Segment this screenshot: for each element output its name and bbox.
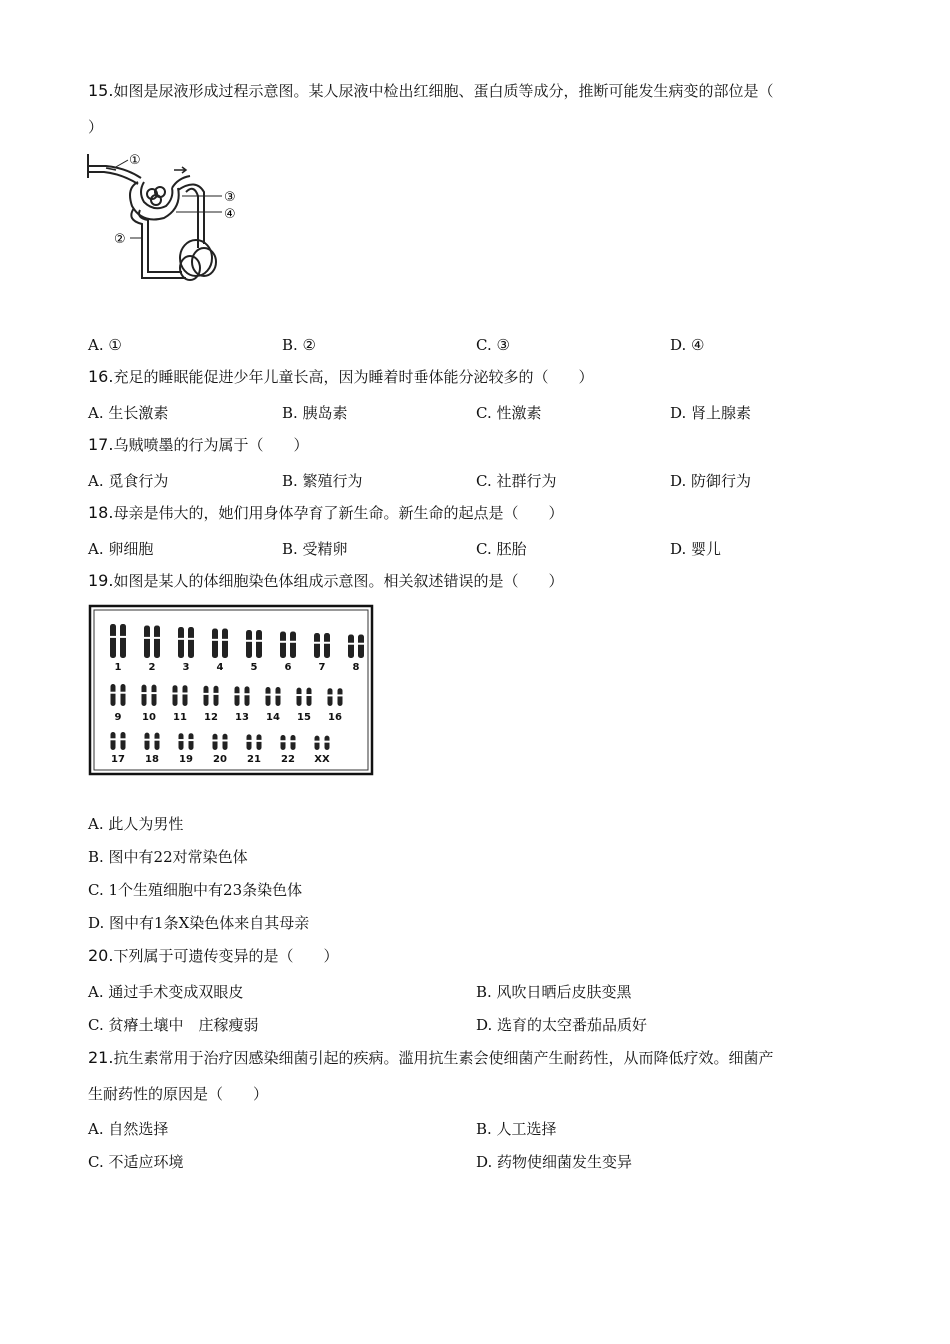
q19-option-d[interactable]: D. 图中有1条X染色体来自其母亲: [88, 914, 310, 932]
q15-option-d[interactable]: D. ④: [670, 336, 705, 354]
q16-stem: [88, 366, 593, 388]
q15-option-c[interactable]: C. ③: [476, 336, 510, 354]
q16-option-b[interactable]: B. 胰岛素: [282, 404, 348, 422]
q18-stem: [88, 502, 563, 524]
label-3: ③: [224, 190, 236, 205]
q21-number: 21.: [88, 1048, 114, 1067]
chromosome-label-3: 3: [182, 662, 190, 673]
q17-option-d[interactable]: D. 防御行为: [670, 472, 752, 490]
chromosome-label-22: 22: [281, 754, 295, 765]
chromosome-label-9: 9: [114, 712, 122, 723]
q15-number: 15.: [88, 81, 114, 100]
chromosome-label-20: 20: [213, 754, 227, 765]
q15-option-b[interactable]: B. ②: [282, 336, 317, 354]
q21-option-c[interactable]: C. 不适应环境: [88, 1153, 184, 1171]
chromosome-label-XX: XX: [314, 754, 330, 765]
q20-option-a[interactable]: A. 通过手术变成双眼皮: [88, 983, 244, 1001]
q18-option-d[interactable]: D. 婴儿: [670, 540, 722, 558]
q17-option-c[interactable]: C. 社群行为: [476, 472, 557, 490]
q19-number: 19.: [88, 571, 114, 590]
q19-option-a[interactable]: A. 此人为男性: [88, 815, 184, 833]
q18-number: 18.: [88, 503, 114, 522]
q18-option-c[interactable]: C. 胚胎: [476, 540, 527, 558]
chromosome-label-11: 11: [173, 712, 187, 723]
chromosome-label-17: 17: [111, 754, 125, 765]
q19-option-b[interactable]: B. 图中有22对常染色体: [88, 848, 248, 866]
chromosome-label-21: 21: [247, 754, 261, 765]
chromosome-label-14: 14: [266, 712, 280, 723]
q17-text: 乌贼喷墨的行为属于（ ）: [113, 436, 309, 454]
q16-text: 充足的睡眠能促进少年儿童长高，因为睡着时垂体能分泌较多的（ ）: [113, 368, 594, 386]
karyotype-diagram: [88, 604, 374, 776]
q15-stem: [88, 80, 773, 102]
q21-stem: [88, 1047, 773, 1069]
q15-option-a[interactable]: A. ①: [88, 336, 122, 354]
label-4: ④: [224, 207, 236, 222]
q17-option-a[interactable]: A. 觅食行为: [88, 472, 169, 490]
q19-option-c[interactable]: C. 1个生殖细胞中有23条染色体: [88, 881, 303, 899]
q20-stem: [88, 945, 338, 967]
q21-text: 抗生素常用于治疗因感染细菌引起的疾病。滥用抗生素会使细菌产生耐药性，从而降低疗效。细菌产: [113, 1049, 774, 1067]
q16-option-a[interactable]: A. 生长激素: [88, 404, 169, 422]
q21-option-a[interactable]: A. 自然选择: [88, 1120, 169, 1138]
q15-text: 如图是尿液形成过程示意图。某人尿液中检出红细胞、蛋白质等成分，推断可能发生病变的部位是（: [113, 82, 774, 100]
q16-option-c[interactable]: C. 性激素: [476, 404, 542, 422]
q20-option-b[interactable]: B. 风吹日晒后皮肤变黑: [476, 983, 632, 1001]
chromosome-label-7: 7: [318, 662, 326, 673]
chromosome-label-13: 13: [235, 712, 249, 723]
q17-stem: [88, 434, 308, 456]
nephron-diagram: [86, 148, 246, 293]
q20-text: 下列属于可遗传变异的是（ ）: [113, 947, 339, 965]
chromosome-label-8: 8: [352, 662, 360, 673]
chromosome-label-2: 2: [148, 662, 156, 673]
chromosome-label-18: 18: [145, 754, 159, 765]
q21-option-b[interactable]: B. 人工选择: [476, 1120, 557, 1138]
q16-option-d[interactable]: D. 肾上腺素: [670, 404, 752, 422]
q15-stem-continued: ）: [88, 118, 104, 136]
chromosome-label-6: 6: [284, 662, 292, 673]
chromosome-label-10: 10: [142, 712, 156, 723]
q17-option-b[interactable]: B. 繁殖行为: [282, 472, 363, 490]
label-1: ①: [129, 153, 141, 168]
q16-number: 16.: [88, 367, 114, 386]
label-2: ②: [114, 232, 126, 247]
q20-option-c[interactable]: C. 贫瘠土壤中 庄稼瘦弱: [88, 1016, 259, 1034]
chromosome-label-4: 4: [216, 662, 224, 673]
chromosome-label-5: 5: [250, 662, 258, 673]
chromosome-label-16: 16: [328, 712, 342, 723]
q18-text: 母亲是伟大的，她们用身体孕育了新生命。新生命的起点是（ ）: [113, 504, 564, 522]
q21-stem-continued: 生耐药性的原因是（ ）: [88, 1085, 269, 1103]
chromosome-label-19: 19: [179, 754, 193, 765]
q20-number: 20.: [88, 946, 114, 965]
q19-text: 如图是某人的体细胞染色体组成示意图。相关叙述错误的是（ ）: [113, 572, 564, 590]
chromosome-label-15: 15: [297, 712, 311, 723]
chromosome-label-1: 1: [114, 662, 122, 673]
q18-option-a[interactable]: A. 卵细胞: [88, 540, 154, 558]
q21-option-d[interactable]: D. 药物使细菌发生变异: [476, 1153, 633, 1171]
q17-number: 17.: [88, 435, 114, 454]
q20-option-d[interactable]: D. 选育的太空番茄品质好: [476, 1016, 648, 1034]
q18-option-b[interactable]: B. 受精卵: [282, 540, 348, 558]
chromosome-label-12: 12: [204, 712, 218, 723]
q19-stem: [88, 570, 563, 592]
